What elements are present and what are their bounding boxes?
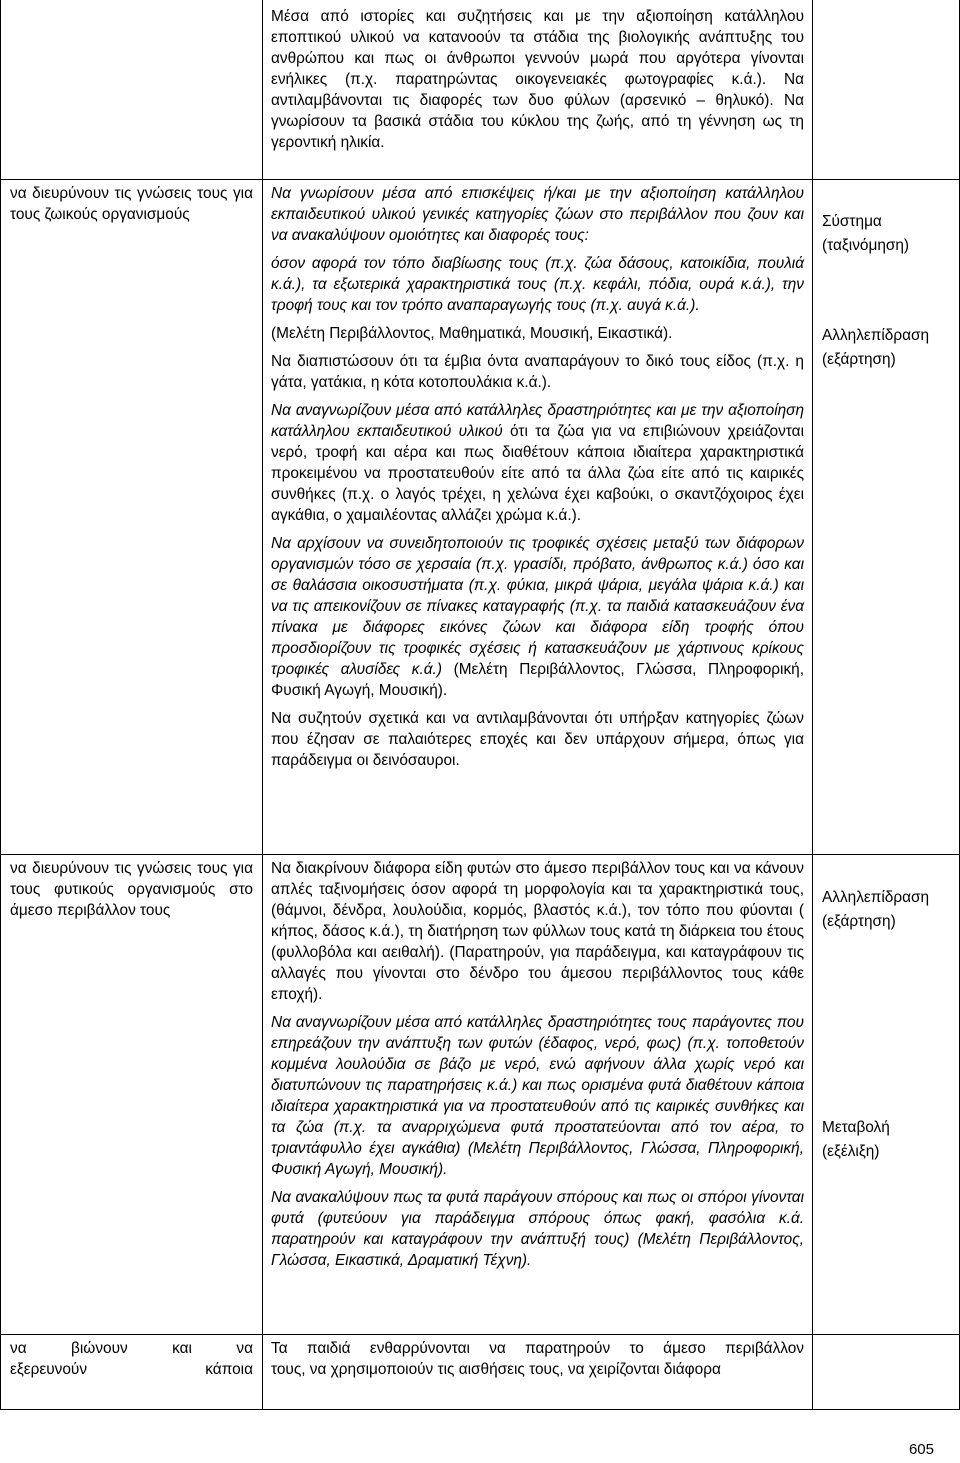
text-italic: Να αρχίσουν να συνειδητοποιούν τις τροφικές σχέσεις μεταξύ των διάφορων οργανισμών τόσο σε χερσαία (π.χ. γρασίδι, πρόβατο, άνθρωπος κ.ά.) όσο και σε θαλάσσια οικοσυστήματα (π.χ. φύκια, μικρά ψάρια, μεγάλα ψάρια κ.ά.) και να τις απεικονίζουν σε πίνακες καταγραφής (π.χ. τα παιδιά κατασκευάζουν ένα πίνακα με διάφορες εικόνες ζώων και διάφορα είδη τροφής όπου προσδιορίζουν τις τροφικές σχέσεις ή κατασκευάζουν με χάρτινους κρίκους τροφικές αλυσίδες κ.ά.): [271, 535, 804, 678]
paragraph: Να ανακαλύψουν πως τα φυτά παράγουν σπόρους και πως οι σπόροι γίνονται φυτά (φυτεύουν για παράδειγμα σπόρους όπως φακή, φασόλια κ.ά. παρατηρούν και καταγράφουν την ανάπτυξή τους) (Μελέτη Περιβάλλοντος, Γλώσσα, Εικαστικά, Δραματική Τέχνη).: [271, 1189, 804, 1269]
paragraph-line: Τα παιδιά ενθαρρύνονται να παρατηρούν το άμεσο περιβάλλον: [271, 1340, 804, 1357]
row2-left-cell: [10, 183, 253, 225]
concept-sublabel: (εξάρτηση): [822, 351, 896, 368]
row2-right-cell: [822, 210, 958, 372]
column-divider-2: [812, 0, 813, 1410]
row4-middle-cell: [271, 1338, 804, 1380]
concept-label: Μεταβολή: [822, 1119, 890, 1136]
paragraph: Να συζητούν σχετικά και να αντιλαμβάνονται ότι υπήρξαν κατηγορίες ζώων που έζησαν σε παλαιότερες εποχές και δεν υπάρχουν σήμερα, όπως για παράδειγμα οι δεινόσαυροι.: [271, 710, 804, 769]
paragraph: όσον αφορά τον τόπο διαβίωσης τους (π.χ. ζώα δάσους, κατοικίδια, πουλιά κ.ά.), τα εξωτερικά χαρακτηριστικά τους (π.χ. κεφάλι, πόδια, ουρά κ.ά.), την τροφή τους και τον τρόπο αναπαραγωγής τους (π.χ. αυγά κ.ά.).: [271, 255, 804, 314]
paragraph: [271, 533, 804, 701]
paragraph: (Μελέτη Περιβάλλοντος, Μαθηματικά, Μουσική, Εικαστικά).: [271, 325, 673, 342]
row2-middle-cell: [271, 183, 804, 771]
paragraph: Να διακρίνουν διάφορα είδη φυτών στο άμεσο περιβάλλον τους και να κάνουν απλές ταξινομήσεις όσον αφορά τη μορφολογία και τα χαρακτηριστικά τους, (θάμνοι, δένδρα, λουλούδια, κορμός, βλαστός κ.ά.), τον τόπο που φύονται ( κήπος, δάσος κ.ά.), τη διατήρηση των φύλλων τους κατά τη διάρκεια του έτους (φυλλοβόλα και αειθαλή). (Παρατηρούν, για παράδειγμα, και καταγράφουν τις αλλαγές που γίνονται στο δένδρο του άμεσου περιβάλλοντος τους κάθε εποχή).: [271, 860, 804, 1003]
concept-label: Αλληλεπίδραση: [822, 889, 930, 906]
concept-sublabel: (ταξινόμηση): [822, 237, 910, 254]
text-italic: Να αναγνωρίζουν μέσα από κατάλληλες δραστηριότητες και με την αξιοποίηση κατάλληλου εκπαιδευτικού υλικού: [271, 402, 804, 440]
row-divider-1: [0, 179, 960, 180]
paragraph: Να διαπιστώσουν ότι τα έμβια όντα αναπαράγουν το δικό τους είδος (π.χ. η γάτα, γατάκια, η κότα κοτοπουλάκια κ.ά.).: [271, 353, 804, 391]
row-divider-3: [0, 1334, 960, 1335]
paragraph-line: τους, να χρησιμοποιούν τις αισθήσεις τους, να χειρίζονται διάφορα: [271, 1361, 721, 1378]
table-border-bottom: [0, 1409, 960, 1410]
row3-left-cell: [10, 858, 253, 921]
objective-text: να διευρύνουν τις γνώσεις τους για τους ζωικούς οργανισμούς: [10, 185, 253, 223]
paragraph: Να αναγνωρίζουν μέσα από κατάλληλες δραστηριότητες τους παράγοντες που επηρεάζουν την ανάπτυξη των φυτών (έδαφος, νερό, φως) (π.χ. τοποθετούν κομμένα λουλούδια σε βάζο με νερό, ενώ αφήνουν άλλα χωρίς νερό και διατυπώνουν τις παρατηρήσεις κ.ά.) και πως ορισμένα φυτά διαθέτουν κάποια ιδιαίτερα χαρακτηριστικά για να προστατευθούν από τις καιρικές συνθήκες και τα ζώα (π.χ. τα αναρριχώμενα φυτά προστατεύονται από τον αέρα, το τριαντάφυλλο έχει αγκάθια) (Μελέτη Περιβάλλοντος, Γλώσσα, Πληροφορική, Φυσική Αγωγή, Μουσική).: [271, 1014, 804, 1178]
objective-line: εξερευνούν κάποια: [10, 1361, 253, 1378]
page-number: 605: [908, 1441, 934, 1458]
objective-text: να διευρύνουν τις γνώσεις τους για τους φυτικούς οργανισμούς στο άμεσο περιβάλλον τους: [10, 860, 253, 919]
concept-label: Αλληλεπίδραση: [822, 327, 930, 344]
row3-right-cell: [822, 886, 958, 1164]
row1-middle-cell: [271, 6, 804, 153]
concept-sublabel: (εξέλιξη): [822, 1143, 880, 1160]
row4-left-cell: [10, 1338, 253, 1380]
text-regular: (Μελέτη Περιβάλλοντος, Γλώσσα, Πληροφορική, Φυσική Αγωγή, Μουσική).: [271, 661, 804, 699]
table-border-left: [0, 0, 1, 1410]
text-regular: ότι τα ζώα για να επιβιώνουν χρειάζονται νερό, τροφή και αέρα και πως διαθέτουν κάποια ιδιαίτερα χαρακτηριστικά προκειμένου να προστατευθούν είτε από τα άλλα ζώα είτε από τις καιρικές συνθήκες (π.χ. ο λαγός τρέχει, η χελώνα έχει καβούκι, ο σκαντζόχοιρος έχει αγκάθια, ο χαμαιλέοντας αλλάζει χρώμα κ.ά.).: [271, 423, 804, 524]
row-divider-2: [0, 854, 960, 855]
paragraph: Να γνωρίσουν μέσα από επισκέψεις ή/και με την αξιοποίηση κατάλληλου εκπαιδευτικού υλικού γενικές κατηγορίες ζώων στο περιβάλλον που ζουν και να ανακαλύψουν ομοιότητες και διαφορές τους:: [271, 185, 804, 244]
objective-line: να βιώνουν και να: [10, 1340, 253, 1357]
column-divider-1: [262, 0, 263, 1410]
paragraph: Μέσα από ιστορίες και συζητήσεις και με την αξιοποίηση κατάλληλου εποπτικού υλικού να κατανοούν τα στάδια της βιολογικής ανάπτυξης του ανθρώπου και πως οι άνθρωποι γεννούν μωρά που αργότερα γίνονται ενήλικες (π.χ. παρατηρώντας οικογενειακές φωτογραφίες κ.ά.). Να αντιλαμβάνονται τις διαφορές των δυο φύλων (αρσενικό – θηλυκό). Να γνωρίσουν τα βασικά στάδια του κύκλου της ζωής, από τη γέννηση ως τη γεροντική ηλικία.: [271, 8, 804, 151]
concept-sublabel: (εξάρτηση): [822, 913, 896, 930]
paragraph: [271, 400, 804, 526]
row3-middle-cell: [271, 858, 804, 1271]
concept-label: Σύστημα: [822, 213, 882, 230]
